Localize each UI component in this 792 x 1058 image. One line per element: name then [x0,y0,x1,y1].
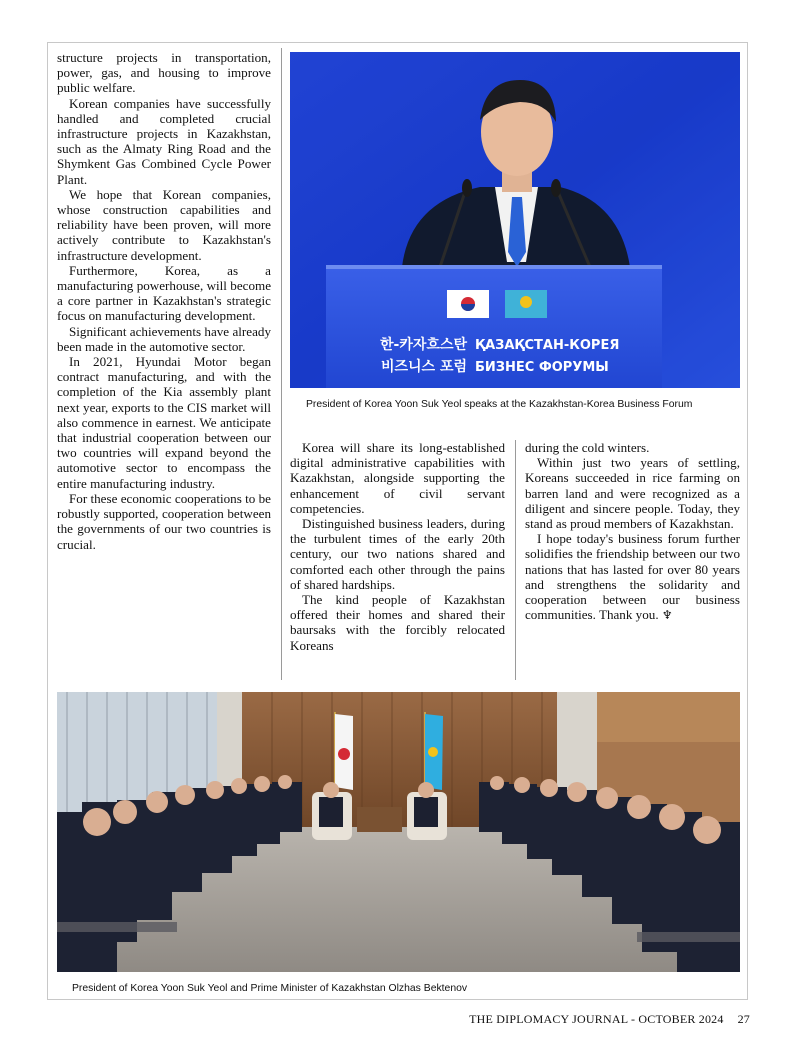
paragraph [525,531,740,623]
page-number: 27 [737,1012,750,1026]
end-mark-icon: ♆ [661,608,673,623]
paragraph: For these economic cooperations to be robustly supported, cooperation between the governments of our two countries is crucial. [57,490,271,552]
column-divider [281,48,282,680]
meeting-photo [57,692,740,972]
article-column-2 [290,440,505,653]
paragraph: Korea will share its long-established digital administrative capabilities with Kazakhstan, alongside supporting the enhancement of civil servant competencies. [290,440,505,516]
publication-name: THE DIPLOMACY JOURNAL - OCTOBER 2024 [469,1012,724,1026]
podium-kazakh-line-2: БИЗНЕС ФОРУМЫ [475,360,609,375]
paragraph: In 2021, Hyundai Motor began contract manufacturing, and with the completion of the Kia assembly plant next year, exports to the CIS market will also commence in earnest. We anticipate that industrial cooperation between our two countries will expand beyond the automotive sector to encompass the entire manufacturing industry. [57,354,271,491]
paragraph: Within just two years of settling, Koreans succeeded in rice farming on barren land and were recognized as a diligent and sincere people. Today, they stand as proud members of Kazakhstan. [525,455,740,532]
paragraph: Significant achievements have already been made in the automotive sector. [57,323,271,354]
paragraph: The kind people of Kazakhstan offered their homes and shared their baursaks with the forcibly relocated Koreans [290,592,505,653]
podium-korean-line-1: 한-카자흐스탄 [380,337,467,353]
speech-photo-caption: President of Korea Yoon Suk Yeol speaks at the Kazakhstan-Korea Business Forum [306,399,693,410]
speech-photo [290,52,740,388]
paragraph: structure projects in transportation, power, gas, and housing to improve public welfare. [57,50,271,96]
paragraph: We hope that Korean companies, whose construction capabilities and reliability have been proven, will more actively contribute to Kazakhstan's infrastructure development. [57,186,271,263]
paragraph: Furthermore, Korea, as a manufacturing powerhouse, will become a core partner in Kazakhstan's strategic focus on manufacturing development. [57,262,271,324]
meeting-photo-caption: President of Korea Yoon Suk Yeol and Prime Minister of Kazakhstan Olzhas Bektenov [72,983,468,994]
page-footer [469,1012,750,1027]
column-divider [515,440,516,680]
paragraph: Korean companies have successfully handled and completed crucial infrastructure projects in Kazakhstan, such as the Almaty Ring Road and the Shymkent Gas Combined Cycle Power Plant. [57,95,271,187]
paragraph: Distinguished business leaders, during the turbulent times of the early 20th century, our two nations shared and comforted each other through the pains of shared hardships. [290,516,505,592]
podium-korean-line-2: 비즈니스 포럼 [380,359,467,375]
paragraph: during the cold winters. [525,440,650,455]
podium-kazakh-line-1: ҚАЗАҚСТАН-КОРЕЯ [475,338,620,353]
article-column-3 [525,440,740,623]
article-column-1 [57,50,271,552]
meeting-photo-illustration [57,692,740,972]
speech-photo-illustration [290,52,740,388]
closing-text: I hope today's business forum further solidifies the friendship between our two nations that has lasted for over 80 years and strengthens the solidarity and cooperation between our business communities. Thank you. [525,531,740,623]
